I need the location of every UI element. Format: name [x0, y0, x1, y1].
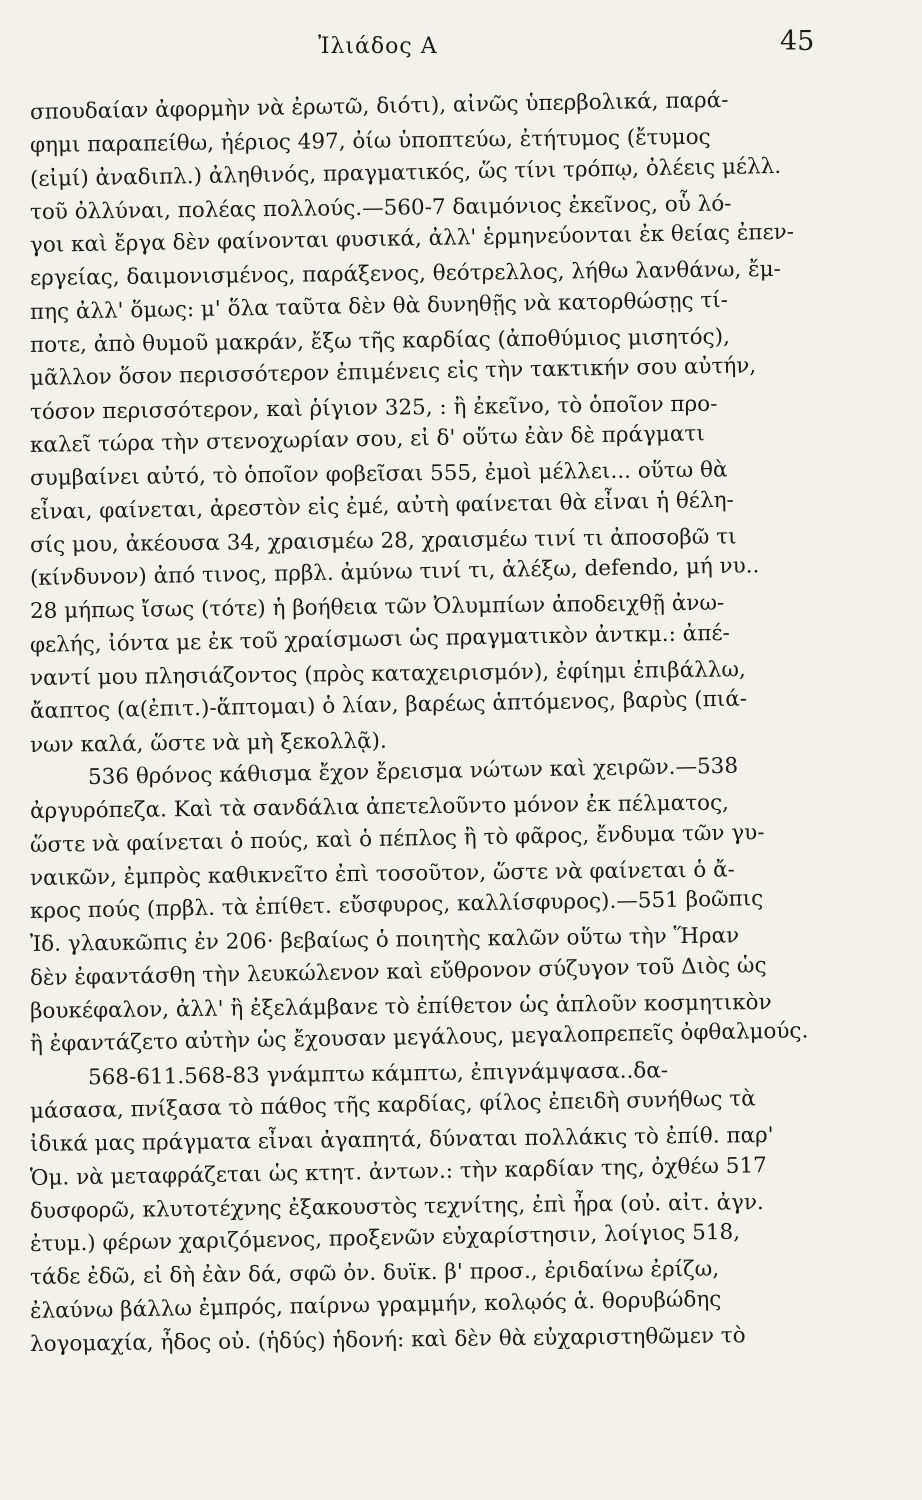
text-line: εἶναι, φαίνεται, ἀρεστὸν εἰς ἐμέ, αὐτὴ φαίνεται θὰ εἶναι ἡ θέλη- [29, 487, 734, 525]
text-line: Ὁμ. νὰ μεταφράζεται ὡς κτητ. ἀντων.: τὴν καρδίαν της, ὀχθέω 517 [29, 1152, 768, 1191]
text-line: τοῦ ὀλλύναι, πολέας πολλούς.—560-7 δαιμόνιος ἐκεῖνος, οὗ λό- [29, 191, 732, 225]
text-line: (κίνδυνον) ἀπό τινος, πρβλ. ἀμύνω τινί τι, ἀλέξω, defendo, μή νυ.. [29, 553, 760, 592]
text-line: σπουδαίαν ἀφορμὴν νὰ ἐρωτῶ, διότι), αἰνῶς ὑπερβολικά, παρά- [29, 87, 729, 125]
text-line: βουκέφαλον, ἀλλ' ἢ ἐξελάμβανε τὸ ἐπίθετον ὡς ἁπλοῦν κοσμητικὸν [29, 989, 772, 1025]
text-line: εργείας, δαιμονισμένος, παράξενος, θεότρελλος, λήθω λανθάνω, ἔμ- [29, 257, 782, 292]
text-line: δυσφορῶ, κλυτοτέχνης ἐξακουστὸς τεχνίτης, ἐπὶ ἦρα (οὐ. αἰτ. ἀγν. [29, 1189, 764, 1224]
text-line: νων καλά, ὥστε νὰ μὴ ξεκολλᾷ). [29, 728, 387, 758]
text-line: ἐλαύνω βάλλω ἐμπρός, παίρνω γραμμήν, κολῳός ἁ. θορυβώδης [29, 1286, 722, 1324]
text-line: γοι καὶ ἔργα δὲν φαίνονται φυσικά, ἀλλ' ἑρμηνεύονται ἐκ θείας ἐπεν- [29, 219, 795, 259]
text-line: ναικῶν, ἐμπρὸς καθικνεῖτο ἐπὶ τοσοῦτον, ὥστε νὰ φαίνεται ὁ ἄ- [29, 857, 736, 891]
text-line: φελής, ἰόντα με ἐκ τοῦ χραίσμωσι ὡς πραγματικὸν ἀντκμ.: ἀπέ- [29, 620, 730, 658]
text-line: ναντί μου πλησιάζοντος (πρὸς καταχειρισμόν), ἐφίημι ἐπιβάλλω, [29, 657, 746, 692]
text-line: Ἰδ. γλαυκῶπις ἐν 206· βεβαίως ὁ ποιητὴς καλῶν οὕτω τὴν Ἥραν [29, 923, 740, 958]
commentary-text [29, 87, 850, 1361]
page-number: 45 [780, 26, 815, 57]
running-head: Ἰλιάδος Α [318, 34, 438, 59]
text-line: μᾶλλον ὅσον περισσότερον ἐπιμένεις εἰς τὴν τακτικήν σου αὐτήν, [29, 353, 757, 392]
text-line: (εἰμί) ἀναδιπλ.) ἀληθινός, πραγματικός, ὥς τίνι τρόπῳ, ὀλέεις μέλλ. [29, 153, 782, 192]
text-line: σίς μου, ἀκέουσα 34, χραισμέω 28, χραισμέω τινί τι ἀποσοβῶ τι [29, 524, 737, 558]
text-line: καλεῖ τώρα τὴν στενοχωρίαν σου, εἰ δ' οὕτω ἐὰν δὲ πράγματι [29, 421, 705, 458]
text-line: κρος πούς (πρβλ. τὰ ἐπίθετ. εὔσφυρος, καλλίσφυρος).—551 βοῶπις [29, 886, 764, 925]
text-line: ἢ ἐφαντάζετο αὐτὴν ὡς ἔχουσαν μεγάλους, μεγαλοπρεπεῖς ὀφθαλμούς. [29, 1018, 809, 1058]
paragraph-start-line: 536 θρόνος κάθισμα ἔχον ἔρεισμα νώτων καὶ χειρῶν.—538 [87, 753, 739, 790]
text-line: τάδε ἐδῶ, εἰ δὴ ἐὰν δά, σφῶ ὀν. δυϊκ. β' προσ., ἐριδαίνω ἐρίζω, [29, 1256, 720, 1291]
text-line: φημι παραπείθω, ἠέριος 497, ὀίω ὑποπτεύω, ἐτήτυμος (ἔτυμος [29, 124, 711, 159]
text-line: ἀργυρόπεζα. Καὶ τὰ σανδάλια ἀπετελοῦντο μόνον ἐκ πέλματος, [29, 790, 730, 825]
page-header [0, 26, 922, 66]
text-line: ποτε, ἀπὸ θυμοῦ μακράν, ἔξω τῆς καρδίας (ἀποθύμιος μισητός), [29, 324, 731, 359]
text-line: τόσον περισσότερον, καὶ ῥίγιον 325, : ἢ ἐκεῖνο, τὸ ὁποῖον προ- [29, 391, 718, 425]
text-line: πης ἀλλ' ὅμως: μ' ὅλα ταῦτα δὲν θὰ δυνηθῇς νὰ κατορθώσῃς τί- [29, 287, 729, 325]
text-line: 28 μήπως ἴσως (τότε) ἡ βοήθεια τῶν Ὀλυμπίων ἀποδειχθῇ ἀνω- [29, 590, 725, 625]
text-line: ἄαπτος (α(ἐπιτ.)-ἅπτομαι) ὁ λίαν, βαρέως ἁπτόμενος, βαρὺς (πιά- [29, 686, 748, 725]
text-line: λογομαχία, ἦδος οὐ. (ἡδύς) ἡδονή: καὶ δὲν θὰ εὐχαριστηθῶμεν τὸ [29, 1323, 746, 1357]
text-line: δὲν ἐφαντάσθη τὴν λευκώλενον καὶ εὔθρονον σύζυγον τοῦ Διὸς ὡς [29, 952, 767, 991]
text-line: μάσασα, πνίξασα τὸ πάθος τῆς καρδίας, φίλος ἐπειδὴ συνήθως τὰ [29, 1086, 756, 1124]
text-line: ὥστε νὰ φαίνεται ὁ πούς, καὶ ὁ πέπλος ἢ τὸ φᾶρος, ἔνδυμα τῶν γυ- [29, 819, 765, 858]
text-line: ἐτυμ.) φέρων χαριζόμενος, προξενῶν εὐχαρίστησιν, λοίγιος 518, [29, 1219, 741, 1258]
text-line: ἰδικά μας πράγματα εἶναι ἀγαπητά, δύναται πολλάκις τὸ ἐπίθ. παρ' [29, 1123, 774, 1158]
paragraph-start-line: 568-611.568-83 γνάμπτω κάμπτω, ἐπιγνάμψασα..δα- [87, 1057, 669, 1090]
text-line: συμβαίνει αὐτό, τὸ ὁποῖον φοβεῖσαι 555, ἐμοὶ μέλλει... οὕτω θὰ [29, 457, 728, 492]
